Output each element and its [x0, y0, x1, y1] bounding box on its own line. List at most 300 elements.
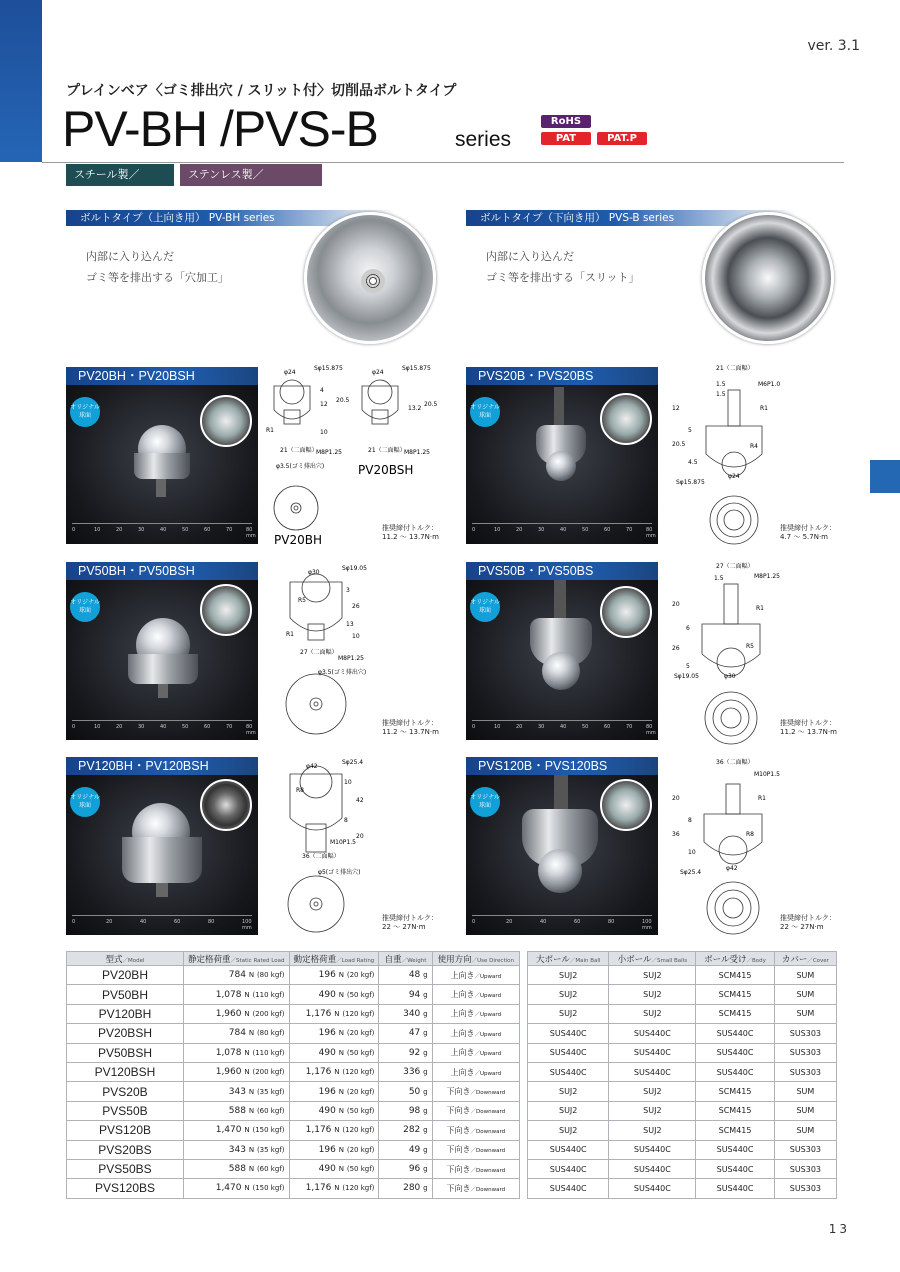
value: 下向き: [446, 1145, 471, 1155]
original-sphere-badge: [470, 397, 500, 427]
ruler-tick: 100: [642, 919, 652, 925]
dim-label: 10: [344, 779, 352, 786]
unit: g: [423, 1068, 428, 1077]
value: 1,470: [215, 1125, 242, 1136]
value: 上向き: [450, 1028, 475, 1038]
header-label: 大ボール: [535, 954, 570, 965]
cell-material: SUJ2: [528, 1004, 609, 1023]
model-label: PV20BSH: [358, 463, 414, 477]
page-number: 13: [828, 1222, 850, 1236]
table-row: [67, 1101, 520, 1120]
bolt-stud: [554, 387, 564, 427]
top-view-inset: [200, 395, 252, 447]
drawing-pvs50b: [666, 560, 780, 745]
material-stainless-tag: ステンレス製／STAINLESS: [180, 164, 322, 186]
col-dynamic: [289, 952, 379, 966]
value-kgf: (110 kgf): [252, 1048, 285, 1057]
cell-material: SUS303: [774, 1024, 836, 1043]
cell-material: SUJ2: [609, 1082, 696, 1101]
value-kgf: (50 kgf): [346, 1048, 375, 1057]
cell-dynamic: [289, 1179, 379, 1198]
torque-pv20bh: [382, 524, 439, 542]
cell-weight: [379, 966, 432, 985]
unit: N: [338, 1048, 344, 1057]
unit: N: [248, 1106, 255, 1115]
value-en: ／Downward: [470, 1186, 506, 1193]
table-row: [528, 1101, 837, 1120]
dim-label: M10P1.5: [330, 839, 356, 846]
dim-label: φ42: [306, 763, 318, 770]
unit: N: [338, 1087, 344, 1096]
ruler-tick: 10: [494, 527, 501, 533]
unit: N: [244, 1009, 250, 1018]
top-view-inset: [200, 584, 252, 636]
table-row: [67, 1121, 520, 1140]
original-badge-line: オリジナル: [70, 599, 100, 606]
value-kgf: (20 kgf): [346, 1029, 375, 1038]
cell-material: SUS303: [774, 1062, 836, 1081]
value-kgf: (35 kgf): [256, 1087, 285, 1096]
unit: g: [423, 1009, 428, 1018]
cell-direction: [432, 1121, 519, 1140]
cell-material: SUS440C: [696, 1179, 774, 1198]
value: 343: [228, 1144, 246, 1155]
cell-weight: [379, 1004, 432, 1023]
unit: N: [338, 1145, 344, 1154]
dim-label: 5: [686, 663, 690, 670]
value-kgf: (20 kgf): [346, 1087, 375, 1096]
dim-label: R5: [298, 597, 306, 604]
dim-label: φ30: [308, 569, 320, 576]
original-badge-line: オリジナル: [470, 404, 500, 411]
ruler-tick: 80: [646, 527, 653, 533]
value: 上向き: [450, 990, 475, 1000]
cell-model: PVS120BS: [67, 1179, 184, 1198]
ruler-tick: 30: [538, 724, 545, 730]
value-kgf: (120 kgf): [342, 1184, 375, 1193]
cell-direction: [432, 1101, 519, 1120]
ruler-tick: 70: [626, 527, 633, 533]
hole-closeup-image: [304, 212, 436, 344]
side-color-bar: [0, 0, 42, 162]
value: 784: [228, 970, 246, 981]
ruler-tick: 60: [604, 527, 611, 533]
cell-direction: [432, 1179, 519, 1198]
unit: N: [244, 1068, 250, 1077]
value: 上向き: [450, 1009, 475, 1019]
intro-desc-line: ゴミ等を排出する「穴加工」: [86, 271, 229, 284]
main-ball: [546, 451, 576, 481]
table-row: [528, 1140, 837, 1159]
dim-label: Sφ19.05: [674, 673, 699, 680]
cell-static: [183, 1062, 289, 1081]
value: 49: [408, 1144, 421, 1155]
value: 96: [408, 1164, 421, 1175]
dim-label: R4: [750, 443, 758, 450]
scale-ruler: [72, 720, 256, 736]
spec-table: [66, 951, 520, 1199]
ruler-tick: 0: [72, 527, 76, 533]
unit: N: [248, 1029, 255, 1038]
cell-model: PV120BSH: [67, 1062, 184, 1081]
cell-material: SUS440C: [609, 1159, 696, 1178]
dim-label: φ3.5(ゴミ排出穴): [318, 669, 367, 676]
header-label: 小ボール: [617, 954, 652, 965]
cell-dynamic: [289, 1121, 379, 1140]
ruler-tick: 80: [246, 724, 253, 730]
cell-dynamic: [289, 1140, 379, 1159]
cell-material: SUJ2: [609, 966, 696, 985]
value: 1,176: [305, 1125, 332, 1136]
original-badge-line: オリジナル: [70, 794, 100, 801]
ruler-tick: 60: [604, 724, 611, 730]
dim-label: 10: [688, 849, 696, 856]
dim-label: 20: [672, 795, 680, 802]
cell-material: SUS440C: [609, 1043, 696, 1062]
bolt-stud: [554, 580, 566, 620]
col-weight: [379, 952, 432, 966]
dim-label: 12: [320, 401, 328, 408]
original-sphere-badge: [70, 592, 100, 622]
value: 1,078: [215, 989, 242, 1000]
unit: N: [338, 1165, 344, 1174]
original-sphere-badge: [470, 787, 500, 817]
value: 490: [318, 1164, 336, 1175]
top-view-inset: [600, 779, 652, 831]
table-header-row: [528, 952, 837, 966]
page-title: PV-BH /PVS-B: [62, 101, 378, 157]
ruler-unit: mm: [642, 925, 652, 931]
model-label: PV20BH: [274, 533, 322, 547]
value-kgf: (150 kgf): [252, 1126, 285, 1135]
cell-material: SUS303: [774, 1140, 836, 1159]
original-badge-line: 球面: [478, 802, 491, 809]
pat-badge: PAT: [541, 132, 591, 145]
scale-ruler: [72, 915, 252, 931]
ruler-tick: 0: [472, 724, 476, 730]
product-title-bar: PVS20B・PVS20BS: [466, 367, 658, 385]
table-row: [67, 1082, 520, 1101]
value: 490: [318, 989, 336, 1000]
cell-material: SUS440C: [528, 1159, 609, 1178]
cell-material: SCM415: [696, 985, 774, 1004]
header-label: 静定格荷重: [187, 954, 231, 965]
dim-label: 21（二面幅）: [368, 447, 406, 454]
original-badge-line: 球面: [78, 412, 91, 419]
dim-label: 8: [688, 817, 692, 824]
unit: g: [423, 971, 428, 980]
cell-model: PVS120B: [67, 1121, 184, 1140]
cell-static: [183, 1159, 289, 1178]
header-label: 自重: [384, 954, 402, 965]
drawing-pv50bh: [262, 562, 382, 742]
top-view-inset: [200, 779, 252, 831]
main-ball: [538, 849, 582, 893]
value-kgf: (200 kgf): [252, 1009, 285, 1018]
unit: N: [248, 1087, 255, 1096]
cell-material: SUS440C: [528, 1179, 609, 1198]
unit: g: [423, 1029, 428, 1038]
scale-ruler: [472, 523, 656, 539]
value-kgf: (150 kgf): [252, 1184, 285, 1193]
value: 490: [318, 1105, 336, 1116]
ruler-tick: 40: [160, 724, 167, 730]
cell-static: [183, 1004, 289, 1023]
ruler-tick: 50: [182, 527, 189, 533]
value: 282: [403, 1125, 421, 1136]
col-direction: [432, 952, 519, 966]
ruler-tick: 50: [582, 724, 589, 730]
cell-material: SUS303: [774, 1159, 836, 1178]
value: 下向き: [446, 1164, 471, 1174]
value: 下向き: [446, 1106, 471, 1116]
cell-direction: [432, 1024, 519, 1043]
cell-material: SUS440C: [696, 1043, 774, 1062]
original-badge-line: オリジナル: [70, 404, 100, 411]
cell-static: [183, 1082, 289, 1101]
ruler-tick: 0: [72, 919, 76, 925]
value-en: ／Downward: [470, 1128, 506, 1135]
scale-ruler: [72, 523, 256, 539]
ruler-tick: 40: [540, 919, 547, 925]
header-label: ボール受け: [704, 954, 747, 965]
dim-label: 10: [352, 633, 360, 640]
unit: g: [423, 1145, 428, 1154]
torque-value: 22 〜 27N·m: [780, 923, 824, 931]
dim-label: 12: [672, 405, 680, 412]
cell-material: SUS440C: [609, 1024, 696, 1043]
intro-desc-line: 内部に入り込んだ: [486, 250, 574, 263]
value: 340: [403, 1008, 421, 1019]
cell-static: [183, 985, 289, 1004]
ruler-tick: 100: [242, 919, 252, 925]
value-kgf: (50 kgf): [346, 1106, 375, 1115]
ruler-tick: 0: [72, 724, 76, 730]
series-label: series: [455, 128, 512, 151]
header-label-en: ／Static Rated Load: [230, 957, 285, 964]
unit: g: [423, 1106, 428, 1115]
cell-material: SUJ2: [528, 1121, 609, 1140]
value-en: ／Downward: [470, 1090, 506, 1097]
cell-direction: [432, 1082, 519, 1101]
cell-material: SCM415: [696, 1004, 774, 1023]
cell-weight: [379, 1043, 432, 1062]
value: 1,470: [215, 1183, 242, 1194]
dim-label: 5: [688, 427, 692, 434]
cell-material: SUM: [774, 1101, 836, 1120]
value: 336: [403, 1067, 421, 1078]
torque-pv120bh: [382, 914, 438, 932]
table-row: [67, 1062, 520, 1081]
col-cover: [774, 952, 836, 966]
value: 1,176: [305, 1183, 332, 1194]
ruler-tick: 20: [116, 527, 123, 533]
product-title-bar: PVS50B・PVS50BS: [466, 562, 658, 580]
dim-label: 27（二面幅）: [300, 649, 338, 656]
housing: [134, 453, 190, 479]
ruler-tick: 70: [226, 527, 233, 533]
dim-label: 1.5: [716, 391, 726, 398]
dim-label: R1: [286, 631, 294, 638]
bolt-stud: [156, 883, 168, 897]
ruler-tick: 60: [574, 919, 581, 925]
cell-material: SUS440C: [609, 1140, 696, 1159]
value: 588: [228, 1105, 246, 1116]
product-title-bar: PV120BH・PV120BSH: [66, 757, 258, 775]
unit: N: [244, 1126, 250, 1135]
cell-material: SUS303: [774, 1179, 836, 1198]
cell-dynamic: [289, 1082, 379, 1101]
cell-weight: [379, 1101, 432, 1120]
dim-label: 4.5: [688, 459, 698, 466]
dim-label: φ24: [284, 369, 296, 376]
cell-material: SUJ2: [528, 966, 609, 985]
ruler-tick: 80: [608, 919, 615, 925]
cell-dynamic: [289, 985, 379, 1004]
drawing-pv120bh: [262, 756, 382, 936]
bolt-stud: [554, 775, 568, 811]
value: 196: [318, 970, 336, 981]
value-en: ／Upward: [474, 1051, 502, 1058]
cell-direction: [432, 1043, 519, 1062]
value-kgf: (200 kgf): [252, 1068, 285, 1077]
value-kgf: (120 kgf): [342, 1126, 375, 1135]
header-label: 動定格荷重: [293, 954, 337, 965]
value: 下向き: [446, 1087, 471, 1097]
col-model: [67, 952, 184, 966]
top-view-inset: [600, 586, 652, 638]
value: 280: [403, 1183, 421, 1194]
unit: g: [423, 1184, 428, 1193]
ruler-tick: 10: [494, 724, 501, 730]
cell-weight: [379, 1062, 432, 1081]
ruler-tick: 20: [506, 919, 513, 925]
value: 1,078: [215, 1047, 242, 1058]
original-badge-line: 球面: [478, 607, 491, 614]
dim-label: 20.5: [672, 441, 686, 448]
dim-label: R8: [296, 787, 304, 794]
cell-material: SCM415: [696, 1101, 774, 1120]
dim-label: M8P1.25: [754, 573, 780, 580]
dim-label: 13: [346, 621, 354, 628]
cell-static: [183, 966, 289, 985]
cell-material: SUJ2: [609, 985, 696, 1004]
original-sphere-badge: [70, 787, 100, 817]
table-row: [528, 1082, 837, 1101]
value-en: ／Upward: [474, 993, 502, 1000]
value: 98: [408, 1105, 421, 1116]
cell-model: PV120BH: [67, 1004, 184, 1023]
value-en: ／Upward: [474, 973, 502, 980]
housing: [122, 837, 202, 883]
dim-label: 36（二面幅）: [302, 853, 340, 860]
table-row: [528, 1004, 837, 1023]
dim-label: 20.5: [336, 397, 350, 404]
original-sphere-badge: [470, 592, 500, 622]
value-kgf: (80 kgf): [256, 971, 285, 980]
value-en: ／Downward: [470, 1167, 506, 1174]
ruler-tick: 60: [204, 527, 211, 533]
ruler-tick: 80: [208, 919, 215, 925]
table-row: [67, 1004, 520, 1023]
dim-label: φ30: [724, 673, 736, 680]
ruler-tick: 60: [204, 724, 211, 730]
unit: N: [338, 990, 344, 999]
dim-label: R1: [760, 405, 768, 412]
torque-value: 11.2 〜 13.7N·m: [382, 728, 439, 736]
ruler-tick: 30: [538, 527, 545, 533]
original-badge-line: オリジナル: [470, 794, 500, 801]
torque-value: 22 〜 27N·m: [382, 923, 426, 931]
cell-material: SUJ2: [609, 1004, 696, 1023]
ruler-tick: 10: [94, 527, 101, 533]
dim-label: R1: [758, 795, 766, 802]
table-row: [528, 1062, 837, 1081]
intro-desc-line: 内部に入り込んだ: [86, 250, 174, 263]
housing: [128, 654, 198, 684]
torque-label: 推奨締付トルク：: [780, 914, 836, 922]
original-badge-line: 球面: [78, 802, 91, 809]
unit: g: [423, 1048, 428, 1057]
torque-label: 推奨締付トルク：: [382, 719, 438, 727]
top-view-inset: [600, 393, 652, 445]
table-row: [528, 966, 837, 985]
dim-label: 1.5: [714, 575, 724, 582]
dim-label: φ24: [728, 473, 740, 480]
table-row: [528, 1043, 837, 1062]
torque-value: 11.2 〜 13.7N·m: [382, 533, 439, 541]
product-photo-pv50bh: [66, 562, 258, 740]
ruler-unit: mm: [246, 533, 256, 539]
unit: N: [244, 1184, 250, 1193]
cell-model: PV50BSH: [67, 1043, 184, 1062]
dim-label: 13.2: [408, 405, 422, 412]
dim-label: 6: [686, 625, 690, 632]
torque-value: 4.7 〜 5.7N·m: [780, 533, 828, 541]
intro-bar-bh: ボルトタイプ（上向き用） PV-BH series: [66, 210, 396, 226]
version-label: ver. 3.1: [807, 38, 860, 54]
unit: N: [334, 1009, 340, 1018]
cell-dynamic: [289, 1062, 379, 1081]
cell-static: [183, 1043, 289, 1062]
cell-material: SUS440C: [696, 1140, 774, 1159]
dim-label: Sφ19.05: [342, 565, 367, 572]
value-kgf: (20 kgf): [346, 971, 375, 980]
value: 下向き: [446, 1125, 471, 1135]
dim-label: R8: [746, 831, 754, 838]
value: 196: [318, 1086, 336, 1097]
original-badge-line: 球面: [478, 412, 491, 419]
table-row: [528, 1024, 837, 1043]
torque-label: 推奨締付トルク：: [382, 914, 438, 922]
dim-label: 21（二面幅）: [280, 447, 318, 454]
drawing-pvs120b: [666, 756, 780, 936]
dim-label: 42: [356, 797, 364, 804]
cell-material: SUM: [774, 1121, 836, 1140]
table-row: [67, 1024, 520, 1043]
bolt-stud: [156, 479, 166, 497]
product-title-bar: PVS120B・PVS120BS: [466, 757, 658, 775]
cell-weight: [379, 1121, 432, 1140]
dim-label: 20.5: [424, 401, 438, 408]
value: 48: [408, 970, 421, 981]
ruler-tick: 80: [646, 724, 653, 730]
dim-label: Sφ15.875: [402, 365, 431, 372]
cell-material: SUJ2: [528, 1101, 609, 1120]
dim-label: 21（二面幅）: [716, 365, 754, 372]
unit: N: [248, 971, 255, 980]
value: 47: [408, 1028, 421, 1039]
